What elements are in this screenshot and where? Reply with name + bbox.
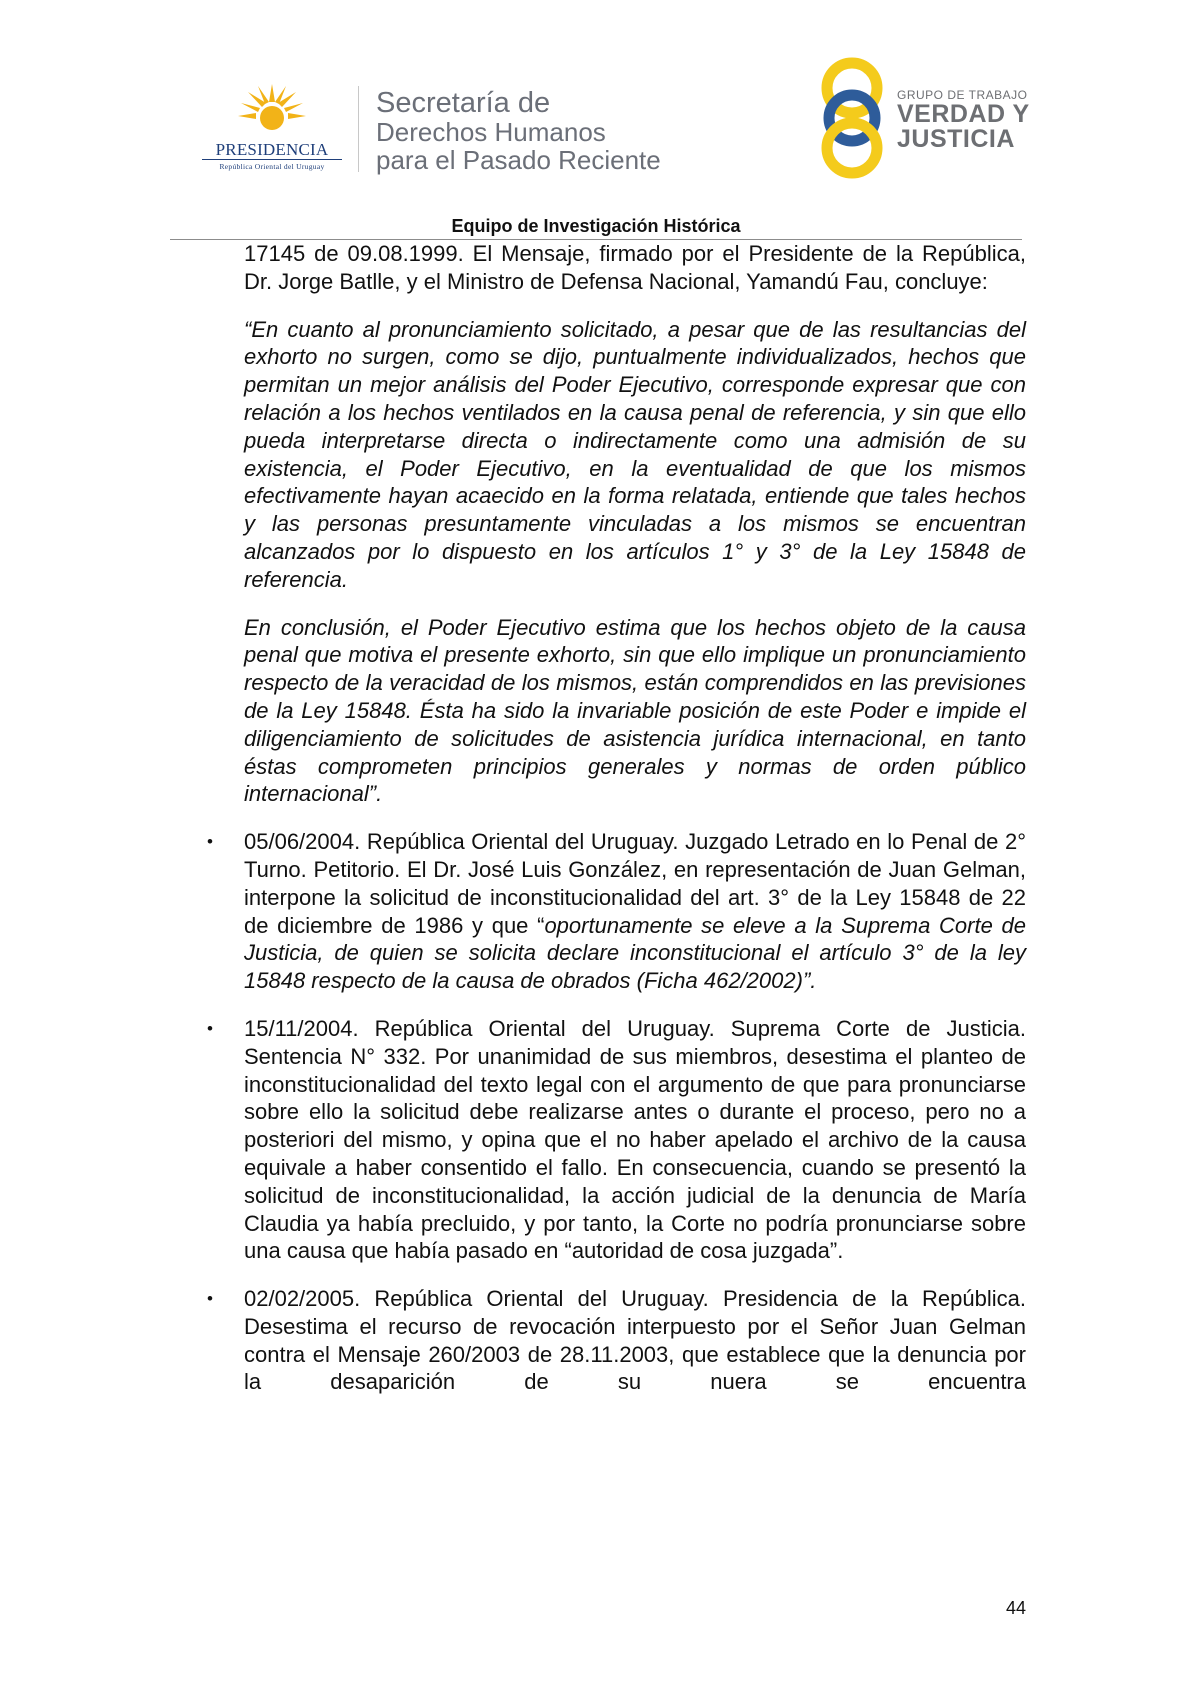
bullet-icon: •: [207, 1018, 213, 1038]
gtvj-line-1: VERDAD Y: [897, 100, 1030, 128]
quote-paragraph-1: “En cuanto al pronunciamiento solicitado, a pesar que de las resultancias del exhorto no surgen, como se dijo, puntualmente individualizados, hechos que permitan un mejor análisis del Poder Ejecutivo, corresponde expresar que con relación a los hechos ventilados en la causa penal de referencia, y sin que ello pueda interpretarse directa o indirectamente como una admisión de su existencia, el Poder Ejecutivo, en la eventualidad de que los mismos efectivamente hayan acaecido en la forma relatada, entiende que tales hechos y las personas presuntamente vinculadas a los mismos se encuentran alcanzados por lo dispuesto en los artículos 1° y 3° de la Ley 15848 de referencia.: [244, 316, 1026, 592]
intro-paragraph: 17145 de 09.08.1999. El Mensaje, firmado por el Presidente de la República, Dr. Jorge Batlle, y el Ministro de Defensa Nacional, Yamandú Fau, concluye:: [244, 241, 1026, 294]
secretaria-title: [376, 88, 661, 174]
verdad-justicia-title: [897, 88, 1030, 152]
secretaria-line-2: Derechos Humanos: [376, 117, 606, 147]
presidencia-name: PRESIDENCIA: [215, 140, 329, 159]
gtvj-line-2: JUSTICIA: [897, 125, 1015, 153]
team-heading: Equipo de Investigación Histórica: [451, 216, 741, 236]
secretaria-line-3: para el Pasado Reciente: [376, 145, 661, 175]
sun-emblem-icon: [238, 82, 306, 136]
list-item-italic: oportunamente se eleve a la Suprema Corte de Justicia, de quien se solicita declare inconstitucional el artículo 3° de la ley 15848 respecto de la causa de obrados (Ficha 462/2002)”.: [244, 912, 1026, 994]
list-item: [207, 828, 1026, 995]
list-item-text: 15/11/2004. República Oriental del Uruguay. Suprema Corte de Justicia. Sentencia N° 332. Por unanimidad de sus miembros, desestima el planteo de inconstitucionalidad del texto legal con el argumento de que para pronunciarse sobre ello la solicitud debe realizarse antes o durante el proceso, pero no a posteriori del mismo, y opina que el no haber apelado el archivo de la causa equivale a haber consentido el fallo. En consecuencia, cuando se presentó la solicitud de inconstitucionalidad, la acción judicial de la denuncia de María Claudia ya había precluido, y por tanto, la Corte no podría pronunciarse sobre una causa que había pasado en “autoridad de cosa juzgada”.: [244, 1015, 1026, 1264]
header-divider: [358, 86, 359, 172]
document-body: [207, 240, 1026, 1396]
quote-paragraph-2: En conclusión, el Poder Ejecutivo estima que los hechos objeto de la causa penal que motiva el presente exhorto, sin que ello implique un pronunciamiento respecto de la veracidad de los mismos, están comprendidos en las previsiones de la Ley 15848. Ésta ha sido la invariable posición de este Poder e impide el diligenciamiento de solicitudes de asistencia jurídica internacional, en tanto éstas comprometen principios generales y normas de orden público internacional”.: [244, 614, 1026, 807]
presidencia-subtitle: República Oriental del Uruguay: [219, 162, 325, 171]
list-item-text: 02/02/2005. República Oriental del Uruguay. Presidencia de la República. Desestima el recurso de revocación interpuesto por el Señor Juan Gelman contra el Mensaje 260/2003 de 28.11.2003, que establece que la denuncia por la desaparición de su nuera se encuentra: [244, 1286, 1026, 1395]
bullet-icon: •: [207, 832, 213, 852]
page-number: 44: [1006, 1598, 1027, 1618]
gtvj-subtitle: GRUPO DE TRABAJO: [897, 88, 1028, 102]
list-item-plain: 05/06/2004. República Oriental del Uruguay. Juzgado Letrado en lo Penal de 2° Turno. Petitorio. El Dr. José Luis González, en representación de Juan Gelman, interpone la solicitud de inconstitucionalidad del art. 3° de la Ley 15848 de 22 de diciembre de 1986 y que “: [244, 829, 1026, 938]
list-item: [207, 1015, 1026, 1265]
bullet-icon: •: [207, 1289, 213, 1309]
presidencia-logo: [196, 82, 348, 174]
secretaria-line-1: Secretaría de: [376, 87, 551, 119]
list-item-text: [244, 828, 1026, 995]
list-item: [207, 1285, 1026, 1396]
verdad-justicia-rings-icon: [816, 56, 888, 180]
